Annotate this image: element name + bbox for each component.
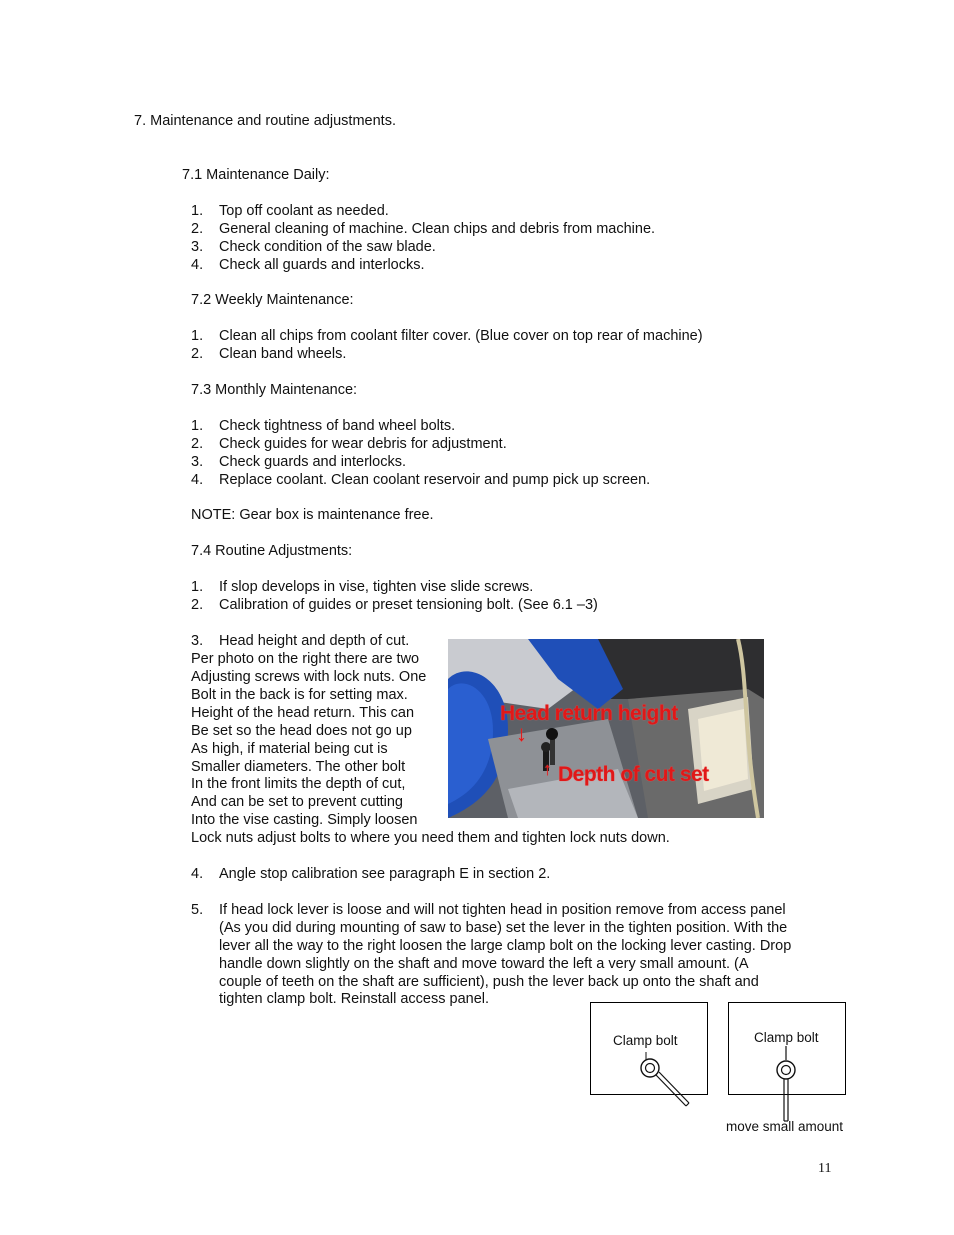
list-item-text: Check tightness of band wheel bolts. — [219, 418, 456, 434]
daily-heading: 7.1 Maintenance Daily: — [182, 167, 330, 183]
list-item-text: Check all guards and interlocks. — [219, 257, 425, 273]
paragraph-line: If head lock lever is loose and will not tighten head in position remove from access panel — [219, 902, 786, 918]
list-item — [191, 471, 203, 489]
list-number: 4. — [191, 472, 204, 488]
list-number: 2. — [191, 346, 204, 362]
list-number: 1. — [191, 328, 204, 344]
list-number: 3. — [191, 633, 204, 649]
routine-heading: 7.4 Routine Adjustments: — [191, 543, 353, 559]
paragraph-line: (As you did during mounting of saw to base) set the lever in the tighten position. With the — [219, 920, 788, 936]
list-item — [191, 345, 203, 363]
list-item — [191, 435, 203, 453]
paragraph-line: Adjusting screws with lock nuts. One — [191, 669, 427, 685]
list-number: 1. — [191, 203, 204, 219]
list-item — [191, 327, 203, 345]
saw-head-photo — [448, 639, 764, 818]
arrow-up-icon: ↑ — [543, 759, 552, 779]
list-item — [191, 202, 203, 220]
list-number: 4. — [191, 866, 204, 882]
list-item-text: General cleaning of machine. Clean chips and debris from machine. — [219, 221, 656, 237]
paragraph-line: Into the vise casting. Simply loosen — [191, 812, 418, 828]
list-item-text: Clean all chips from coolant filter cover. (Blue cover on top rear of machine) — [219, 328, 703, 344]
list-item — [191, 596, 203, 614]
list-item — [191, 220, 203, 238]
monthly-heading: 7.3 Monthly Maintenance: — [191, 382, 358, 398]
list-item — [191, 238, 203, 256]
list-number: 1. — [191, 579, 204, 595]
list-item-text: Check guides for wear debris for adjustment. — [219, 436, 507, 452]
list-number: 2. — [191, 221, 204, 237]
paragraph-line: Smaller diameters. The other bolt — [191, 759, 406, 775]
paragraph-line: couple of teeth on the shaft are sufficient), push the lever back up onto the shaft and — [219, 974, 759, 990]
list-number: 1. — [191, 418, 204, 434]
paragraph-line: Height of the head return. This can — [191, 705, 415, 721]
list-item-text: Check guards and interlocks. — [219, 454, 406, 470]
note-text: NOTE: Gear box is maintenance free. — [191, 507, 434, 523]
list-item-text: Head height and depth of cut. — [219, 633, 410, 649]
list-item-text: If slop develops in vise, tighten vise slide screws. — [219, 579, 534, 595]
bolt-lever-left-icon — [630, 1048, 700, 1110]
list-item-text: Clean band wheels. — [219, 346, 347, 362]
list-number: 2. — [191, 597, 204, 613]
clamp-bolt-label: Clamp bolt — [754, 1030, 819, 1045]
list-item-text: Angle stop calibration see paragraph E in section 2. — [219, 866, 551, 882]
weekly-heading: 7.2 Weekly Maintenance: — [191, 292, 354, 308]
list-number: 3. — [191, 454, 204, 470]
paragraph-line: Lock nuts adjust bolts to where you need them and tighten lock nuts down. — [191, 830, 670, 846]
paragraph-line: Per photo on the right there are two — [191, 651, 420, 667]
list-item-text: Top off coolant as needed. — [219, 203, 389, 219]
list-item-text: Calibration of guides or preset tensioning bolt. (See 6.1 –3) — [219, 597, 598, 613]
bolt-lever-right-icon — [770, 1046, 804, 1122]
paragraph-line: Be set so the head does not go up — [191, 723, 412, 739]
paragraph-line: handle down slightly on the shaft and move toward the left a very small amount. (A — [219, 956, 749, 972]
depth-of-cut-label: Depth of cut set — [558, 763, 709, 786]
arrow-down-icon: ↓ — [516, 721, 527, 746]
paragraph-line: lever all the way to the right loosen the large clamp bolt on the locking lever casting. Drop — [219, 938, 792, 954]
head-return-label: Head return height — [500, 702, 678, 725]
list-number: 4. — [191, 257, 204, 273]
clamp-bolt-label: Clamp bolt — [613, 1033, 678, 1048]
paragraph-line: tighten clamp bolt. Reinstall access panel. — [219, 991, 490, 1007]
list-number: 5. — [191, 902, 204, 918]
list-number: 3. — [191, 239, 204, 255]
list-item — [191, 417, 203, 435]
list-item — [191, 256, 203, 274]
paragraph-line: In the front limits the depth of cut, — [191, 776, 406, 792]
paragraph-line: As high, if material being cut is — [191, 741, 388, 757]
section-title: 7. Maintenance and routine adjustments. — [134, 113, 396, 129]
paragraph-line: And can be set to prevent cutting — [191, 794, 403, 810]
list-number: 2. — [191, 436, 204, 452]
list-item — [191, 453, 203, 471]
list-item — [191, 578, 203, 596]
list-item-text: Replace coolant. Clean coolant reservoir and pump pick up screen. — [219, 472, 651, 488]
list-item-text: Check condition of the saw blade. — [219, 239, 436, 255]
page-number: 11 — [818, 1161, 832, 1176]
diagram-caption: move small amount — [726, 1119, 844, 1134]
paragraph-line: Bolt in the back is for setting max. — [191, 687, 408, 703]
saw-head-photo-drawing — [448, 639, 764, 818]
